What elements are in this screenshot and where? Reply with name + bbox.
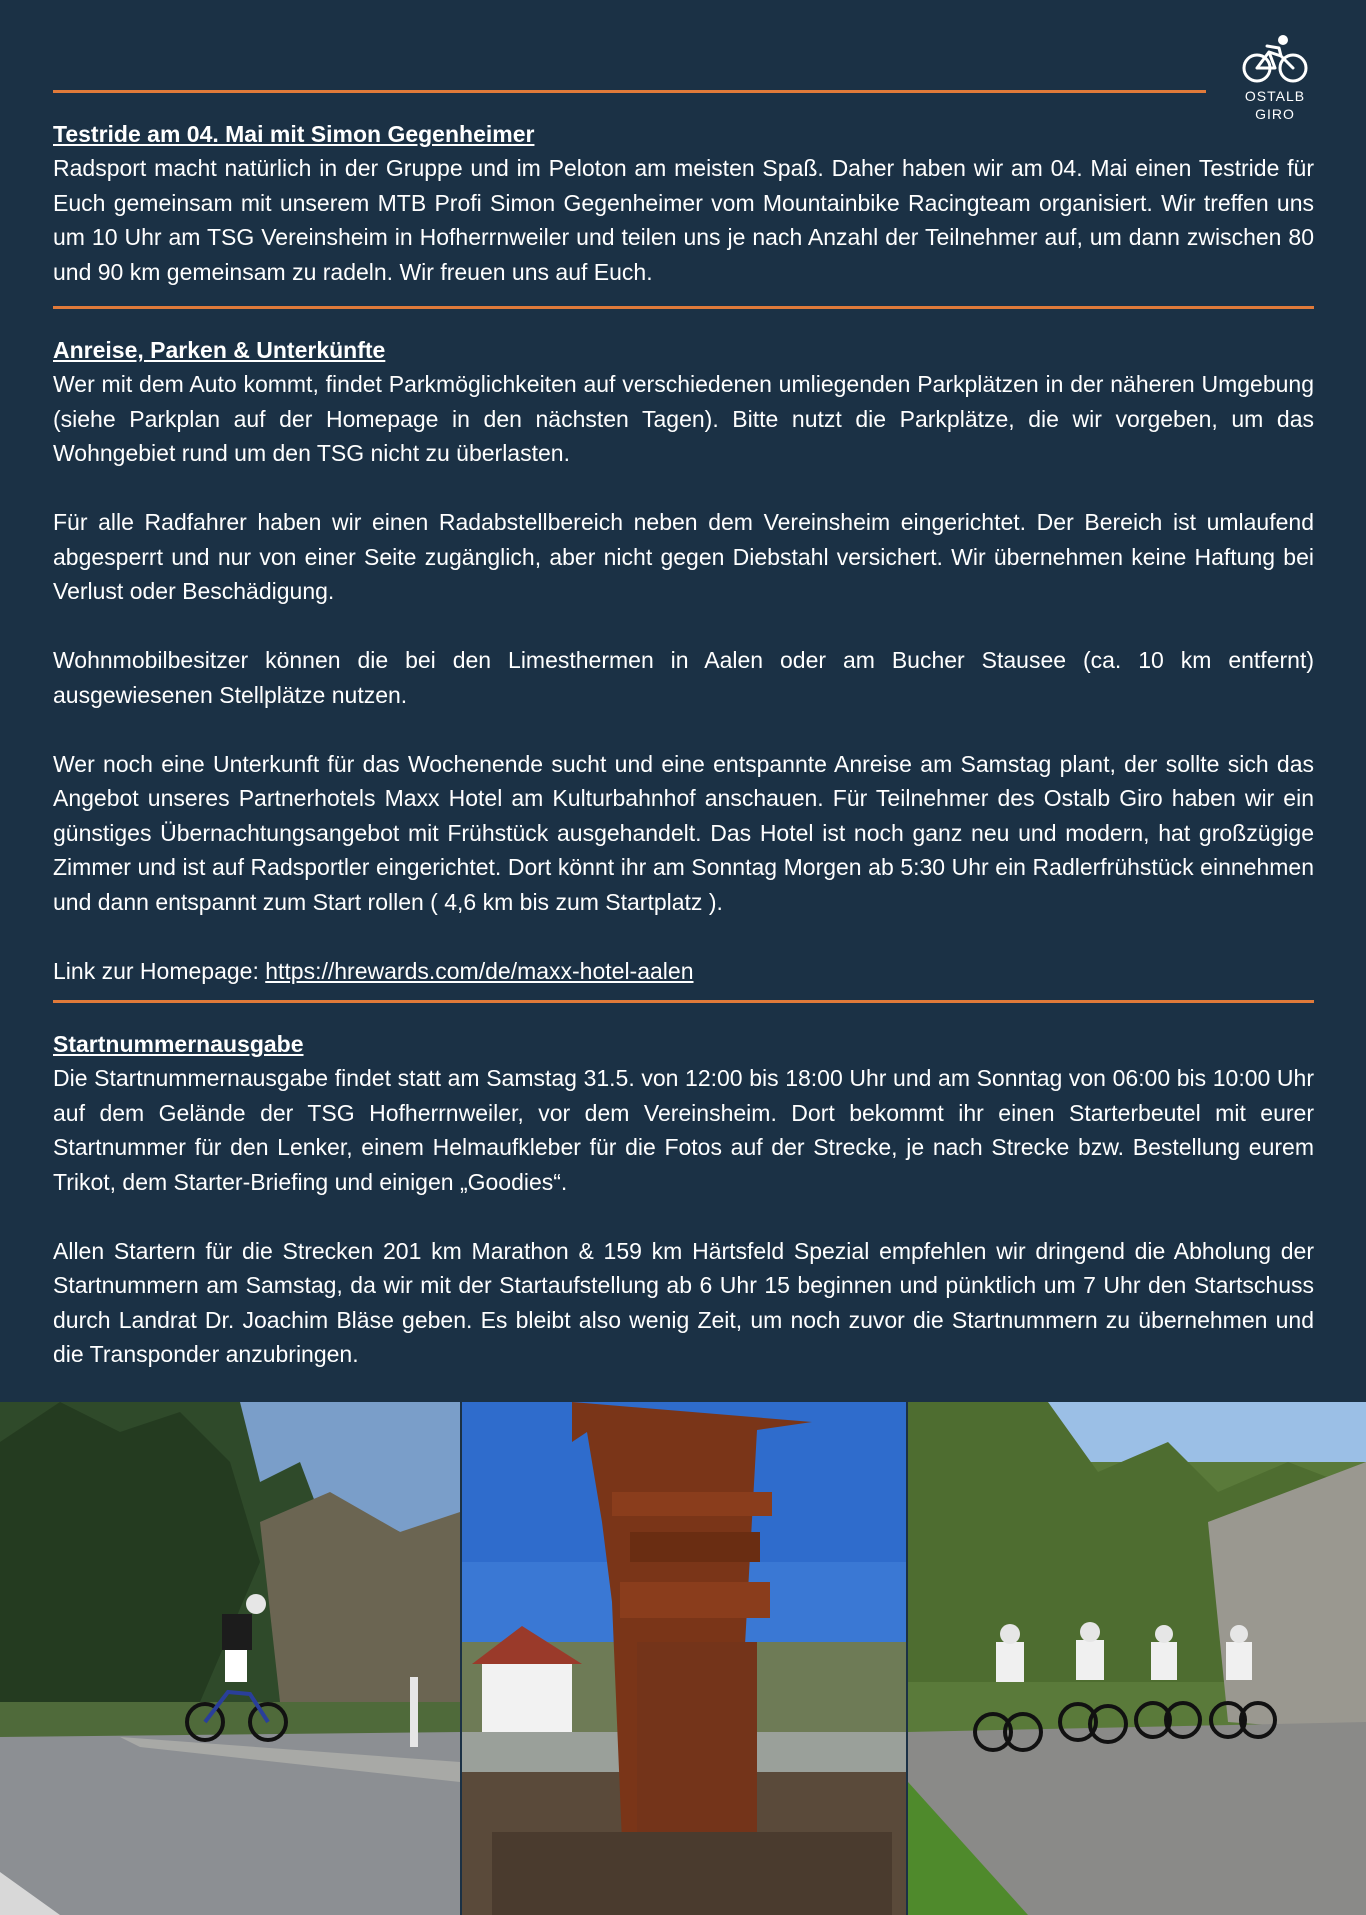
photo-steel-sculpture [462, 1402, 906, 1915]
paragraph-bike-parking: Für alle Radfahrer haben wir einen Radabstellbereich neben dem Vereinsheim eingerichtet. Der Bereich ist umlaufend abgesperrt und nur von einer Seite zugänglich, aber nicht gegen Diebstahl versichert. Wir übernehmen keine Haftung bei Verlust oder Beschädigung. [53, 509, 1314, 604]
homepage-line [53, 954, 1314, 989]
photo-cyclist-group [908, 1402, 1366, 1915]
heading-startnummer: Startnummernausgabe [53, 1031, 304, 1057]
section-anreise [53, 333, 1314, 988]
section-startnummer [53, 1027, 1314, 1372]
paragraph-hotel: Wer noch eine Unterkunft für das Wochenende sucht und eine entspannte Anreise am Samstag plant, der sollte sich das Angebot unseres Partnerhotels Maxx Hotel am Kulturbahnhof anschauen. Für Teilnehmer des Ostalb Giro haben wir ein günstiges Übernachtungsangebot mit Frühstück ausgehandelt. Das Hotel ist noch ganz neu und modern, hat großzügige Zimmer und ist auf Radsportler eingerichtet. Dort könnt ihr am Sonntag Morgen ab 5:30 Uhr ein Radlerfrühstück einnehmen und dann entspannt zum Start rollen ( 4,6 km bis zum Startplatz ). [53, 750, 1314, 915]
cyclist-icon [1241, 34, 1309, 86]
divider-2 [53, 1000, 1314, 1003]
divider-top [53, 90, 1206, 93]
heading-anreise: Anreise, Parken & Unterkünfte [53, 337, 386, 363]
divider-1 [53, 306, 1314, 309]
section-testride [53, 117, 1314, 289]
heading-testride: Testride am 04. Mai mit Simon Gegenheimer [53, 121, 535, 147]
homepage-label: Link zur Homepage: [53, 957, 266, 984]
photo-cyclist-forest [0, 1402, 460, 1915]
paragraph-startnummer-pickup: Allen Startern für die Strecken 201 km Marathon & 159 km Härtsfeld Spezial empfehlen wir dringend die Abholung der Startnummern am Samstag, da wir mit der Startaufstellung ab 6 Uhr 15 beginnen und pünktlich um 7 Uhr den Startschuss durch Landrat Dr. Joachim Bläse geben. Es bleibt also wenig Zeit, um noch zuvor die Startnummern zu übernehmen und die Transponder anzubringen. [53, 1237, 1314, 1367]
photo-strip [0, 1402, 1366, 1915]
hotel-homepage-link[interactable]: https://hrewards.com/de/maxx-hotel-aalen [265, 957, 694, 984]
ostalb-giro-logo [1224, 34, 1326, 130]
paragraph-parking: Wer mit dem Auto kommt, findet Parkmöglichkeiten auf verschiedenen umliegenden Parkplätzen in der näheren Umgebung (siehe Parkplan auf der Homepage in den nächsten Tagen). Bitte nutzt die Parkplätze, die wir vorgeben, um das Wohngebiet rund um den TSG nicht zu überlasten. [53, 371, 1314, 466]
logo-text-line2: GIRO [1255, 106, 1295, 122]
paragraph-startnummer-times: Die Startnummernausgabe findet statt am Samstag 31.5. von 12:00 bis 18:00 Uhr und am Sonntag von 06:00 bis 10:00 Uhr auf dem Gelände der TSG Hofherrnweiler, vor dem Vereinsheim. Dort bekommt ihr einen Starterbeutel mit eurer Startnummer für den Lenker, einem Helmaufkleber für die Fotos auf der Strecke, je nach Strecke bzw. Bestellung eurem Trikot, dem Starter-Briefing und einigen „Goodies“. [53, 1065, 1314, 1195]
logo-text-line1: OSTALB [1244, 88, 1306, 104]
paragraph-testride: Radsport macht natürlich in der Gruppe und im Peloton am meisten Spaß. Daher haben wir am 04. Mai einen Testride für Euch gemeinsam mit unserem MTB Profi Simon Gegenheimer vom Mountainbike Racingteam organisiert. Wir treffen uns um 10 Uhr am TSG Vereinsheim in Hofherrnweiler und teilen uns je nach Anzahl der Teilnehmer auf, um dann zwischen 80 und 90 km gemeinsam zu radeln. Wir freuen uns auf Euch. [53, 155, 1314, 285]
paragraph-camper: Wohnmobilbesitzer können die bei den Limesthermen in Aalen oder am Bucher Stausee (ca. 10 km entfernt) ausgewiesenen Stellplätze nutzen. [53, 647, 1314, 708]
